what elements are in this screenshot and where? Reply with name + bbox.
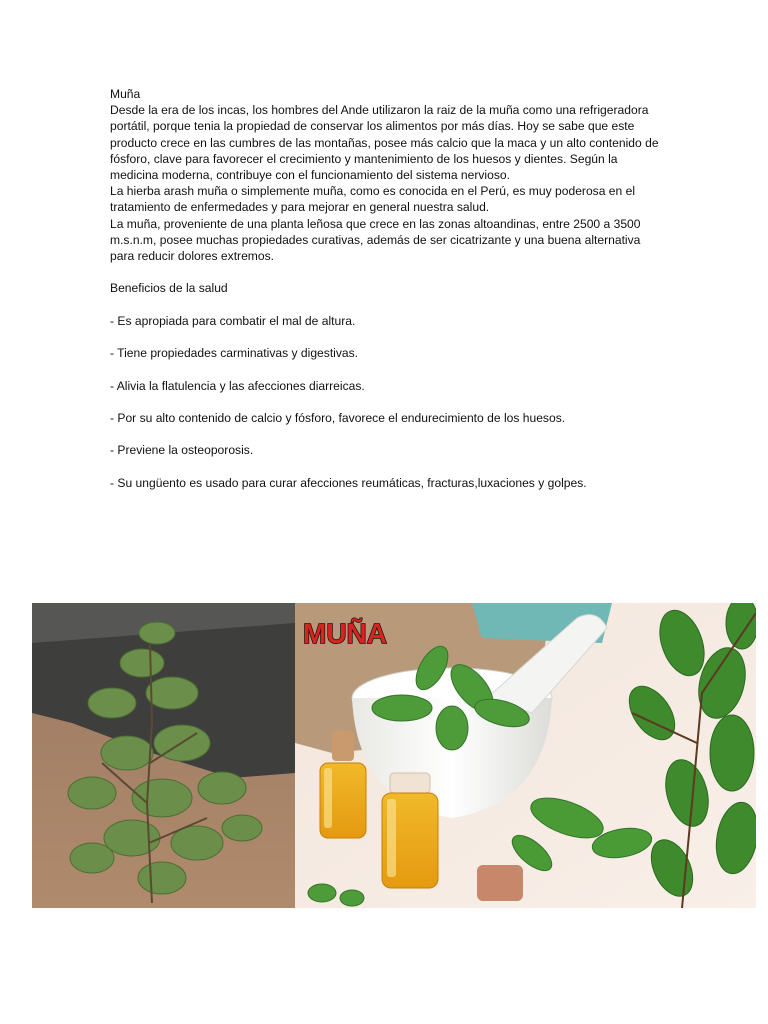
benefit-item-osteoporosis: - Previene la osteoporosis. <box>110 443 254 458</box>
benefit-item-digestive: - Tiene propiedades carminativas y digestivas. <box>110 346 359 361</box>
article-text <box>110 86 660 491</box>
cork <box>477 865 523 901</box>
muna-photo-collage <box>32 603 756 908</box>
spacer <box>110 459 660 475</box>
spacer <box>110 297 660 313</box>
benefit-item-ointment: - Su ungüento es usado para curar afecciones reumáticas, fracturas,luxaciones y golpes. <box>110 475 587 490</box>
oil-bottle-right <box>382 773 438 888</box>
benefits-heading: Beneficios de la salud <box>110 281 228 296</box>
paragraph-history: Desde la era de los incas, los hombres del Ande utilizaron la raiz de la muña como una refrigeradora portátil, porque tenia la propiedad de conservar los alimentos por más días. Hoy se sabe que este producto crece en las cumbres de las montañas, posee más calcio que la maca y un alto contenido de fósforo, clave para favorecer el crecimiento y mantenimiento de los huesos y dientes. Según la medicina moderna, contribuye con el funcionamiento del sistema nervioso. <box>110 103 659 183</box>
plant-field-photo <box>32 603 295 908</box>
article-title: Muña <box>110 87 141 101</box>
overlay-title: MUÑA <box>303 618 387 649</box>
paragraph-origin: La muña, proveniente de una planta leñosa que crece en las zonas altoandinas, entre 2500 a 3500 m.s.n.m, posee muchas propiedades curativas, además de ser cicatrizante y una buena alternativa para reducir dolores extremos. <box>110 216 641 264</box>
paragraph-arash: La hierba arash muña o simplemente muña, como es conocida en el Perú, es muy poderosa en el tratamiento de enfermedades y para mejorar en general nuestra salud. <box>110 184 636 215</box>
spacer <box>110 394 660 410</box>
spacer <box>110 264 660 280</box>
benefit-item-flatulence: - Alivia la flatulencia y las afecciones diarreicas. <box>110 378 365 393</box>
benefit-item-altitude: - Es apropiada para combatir el mal de altura. <box>110 313 356 328</box>
spacer <box>110 329 660 345</box>
spacer <box>110 426 660 442</box>
benefit-item-bones: - Por su alto contenido de calcio y fósforo, favorece el endurecimiento de los huesos. <box>110 410 566 425</box>
spacer <box>110 361 660 377</box>
